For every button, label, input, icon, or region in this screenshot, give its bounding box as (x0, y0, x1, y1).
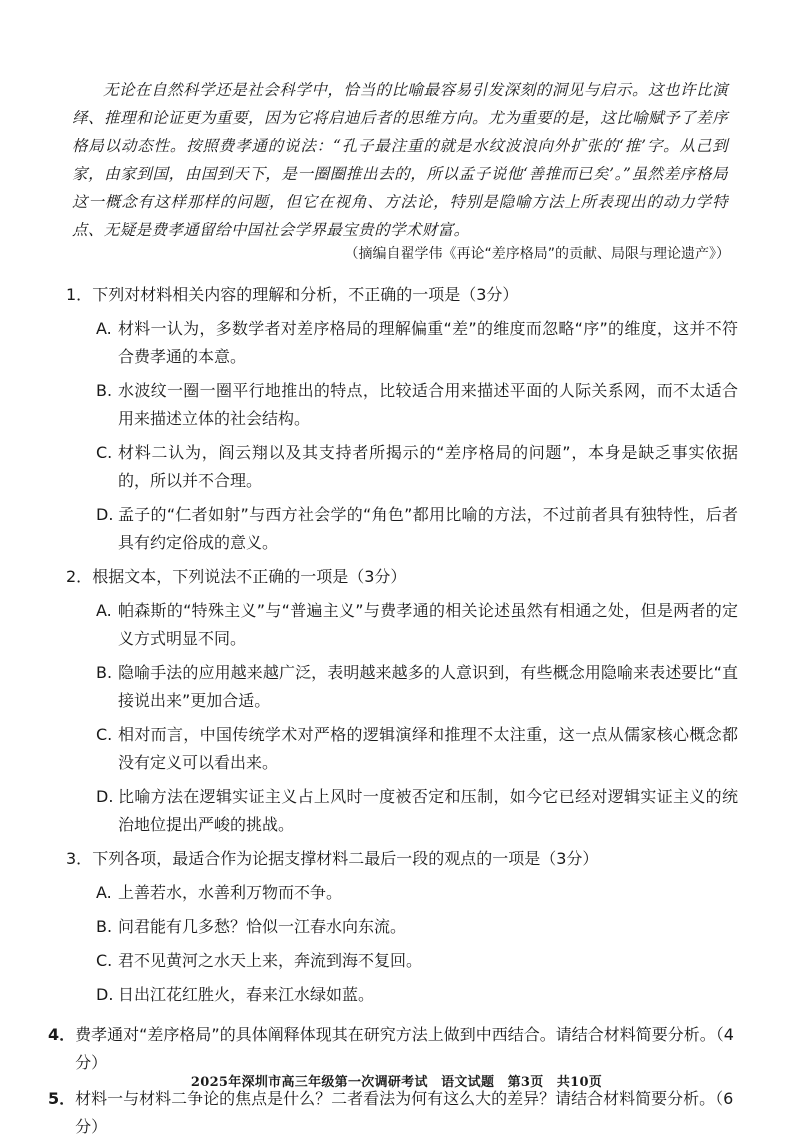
question-1 (48, 281, 738, 557)
option-text: 隐喻手法的应用越来越广泛，表明越来越多的人意识到，有些概念用隐喻来表述要比“直接说出来”更加合适。 (118, 663, 738, 710)
question-3 (48, 845, 738, 1009)
question-text: 根据文本，下列说法不正确的一项是（3分） (92, 567, 407, 586)
question-text: 材料一与材料二争论的焦点是什么？二者看法为何有这么大的差异？请结合材料简要分析。（6分） (75, 1089, 734, 1136)
option-c (96, 721, 738, 777)
option-letter: C. (96, 443, 113, 462)
question-number: 2． (66, 567, 93, 586)
option-d (96, 981, 738, 1009)
option-text: 材料二认为，阎云翔以及其支持者所揭示的“差序格局的问题”，本身是缺乏事实依据的，所以并不合理。 (118, 443, 738, 490)
option-letter: A. (96, 319, 112, 338)
option-b (96, 913, 738, 941)
question-stem (66, 563, 738, 591)
option-b (96, 377, 738, 433)
page-footer: 2025年深圳市高三年级第一次调研考试 语文试题 第3页 共10页 (190, 1075, 603, 1090)
option-text: 材料一认为，多数学者对差序格局的理解偏重“差”的维度而忽略“序”的维度，这并不符合费孝通的本意。 (118, 319, 738, 366)
option-text: 帕森斯的“特殊主义”与“普遍主义”与费孝通的相关论述虽然有相通之处，但是两者的定义方式明显不同。 (118, 601, 738, 648)
option-letter: B. (96, 663, 113, 682)
option-text: 相对而言，中国传统学术对严格的逻辑演绎和推理不太注重，这一点从儒家核心概念都没有定义可以看出来。 (118, 725, 738, 772)
question-stem (66, 845, 738, 873)
option-letter: D. (96, 985, 114, 1004)
question-number: 3． (66, 849, 93, 868)
option-c (96, 439, 738, 495)
question-4 (48, 1021, 738, 1077)
option-b (96, 659, 738, 715)
option-c (96, 947, 738, 975)
option-letter: A. (96, 601, 112, 620)
option-d (96, 783, 738, 839)
option-text: 上善若水，水善利万物而不争。 (118, 883, 343, 902)
option-text: 日出江花红胜火，春来江水绿如蓝。 (118, 985, 375, 1004)
option-letter: A. (96, 883, 112, 902)
option-letter: D. (96, 787, 114, 806)
question-text: 费孝通对“差序格局”的具体阐释体现其在研究方法上做到中西结合。请结合材料简要分析。（4分） (75, 1025, 734, 1072)
option-a (96, 597, 738, 653)
question-text: 下列各项，最适合作为论据支撑材料二最后一段的观点的一项是（3分） (92, 849, 599, 868)
option-letter: C. (96, 725, 113, 744)
question-number: 5． (48, 1089, 76, 1108)
question-5 (48, 1085, 738, 1141)
question-stem (48, 1085, 738, 1141)
option-letter: B. (96, 917, 113, 936)
option-text: 比喻方法在逻辑实证主义占上风时一度被否定和压制，如今它已经对逻辑实证主义的统治地位提出严峻的挑战。 (118, 787, 738, 834)
reading-passage: 无论在自然科学还是社会科学中，恰当的比喻最容易引发深刻的洞见与启示。这也许比演绎、推理和论证更为重要，因为它将启迪后者的思维方向。尤为重要的是，这比喻赋予了差序格局以动态性。按照费孝通的说法：“孔子最注重的就是水纹波浪向外扩张的‘推’字。从己到家，由家到国，由国到天下，是一圈圈推出去的，所以孟子说他‘善推而已矣’。”虽然差序格局这一概念有这样那样的问题，但它在视角、方法论，特别是隐喻方法上所表现出的动力学特点、无疑是费孝通留给中国社会学界最宝贵的学术财富。 (72, 81, 728, 239)
option-text: 君不见黄河之水天上来，奔流到海不复回。 (118, 951, 423, 970)
option-a (96, 315, 738, 371)
option-letter: D. (96, 505, 114, 524)
option-text: 水波纹一圈一圈平行地推出的特点，比较适合用来描述平面的人际关系网，而不太适合用来描述立体的社会结构。 (118, 381, 738, 428)
question-number: 4． (48, 1025, 76, 1044)
option-letter: C. (96, 951, 113, 970)
option-text: 孟子的“仁者如射”与西方社会学的“角色”都用比喻的方法，不过前者具有独特性，后者具有约定俗成的意义。 (118, 505, 738, 552)
option-a (96, 879, 738, 907)
option-text: 问君能有几多愁？恰似一江春水向东流。 (118, 917, 407, 936)
passage-citation: （摘编自翟学伟《再论“差序格局”的贡献、局限与理论遗产》） (344, 246, 730, 262)
question-2 (48, 563, 738, 839)
question-stem (66, 281, 738, 309)
option-letter: B. (96, 381, 113, 400)
question-text: 下列对材料相关内容的理解和分析，不正确的一项是（3分） (92, 285, 519, 304)
question-number: 1． (66, 285, 93, 304)
question-list (48, 281, 738, 1147)
option-d (96, 501, 738, 557)
question-stem (48, 1021, 738, 1077)
